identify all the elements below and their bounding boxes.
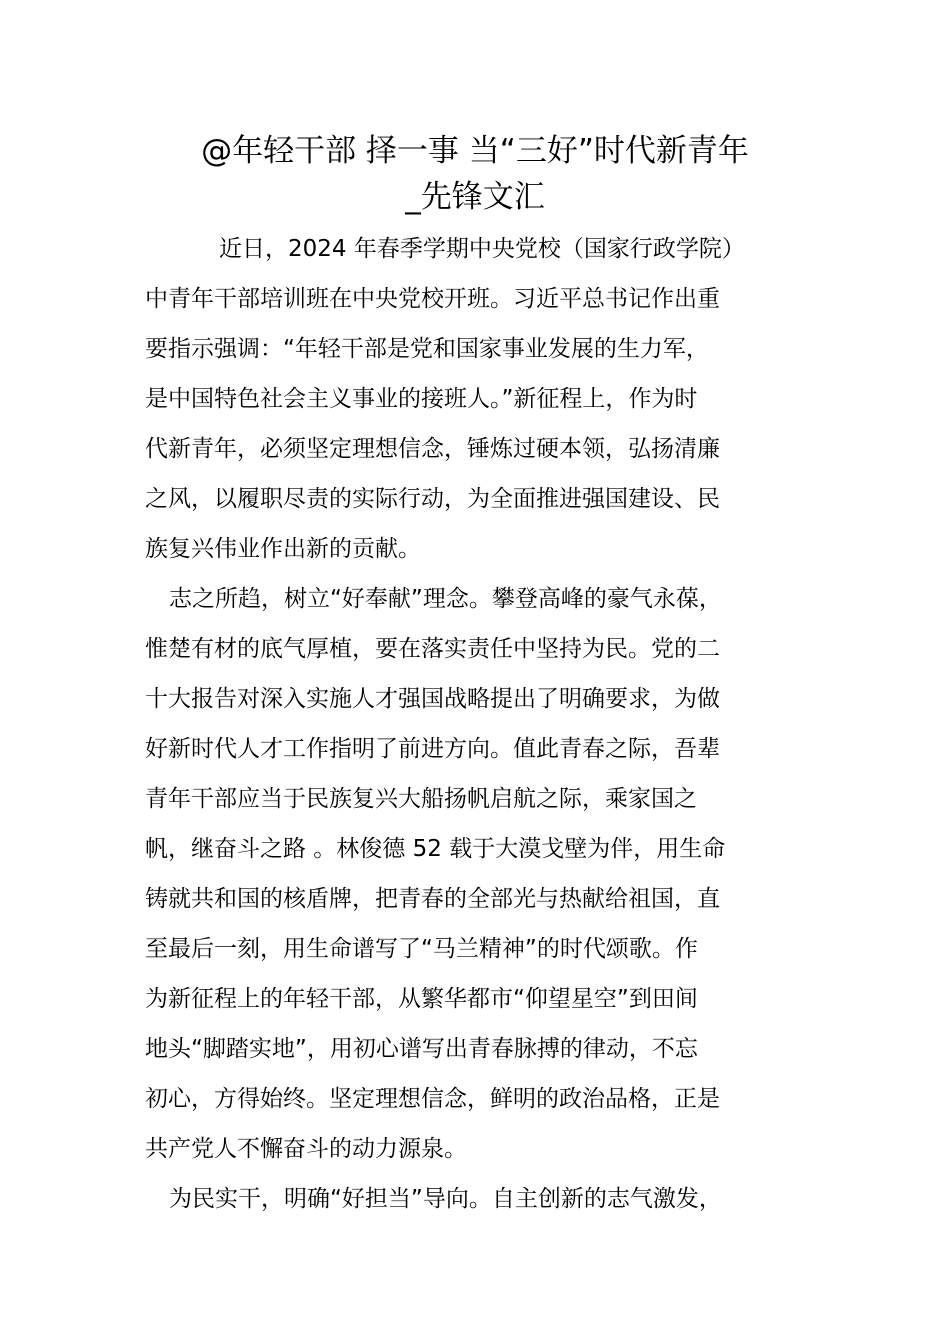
text-line: 共产党人不懈奋斗的动力源泉。 xyxy=(145,1136,467,1162)
title-line-1: @年轻干部 择一事 当“三好”时代新青年 xyxy=(201,133,749,169)
text-line: 至最后一刻，用生命谱写了“马兰精神”的时代颂歌。作 xyxy=(145,936,698,962)
text-line: 代新青年，必须坚定理想信念，锤炼过硬本领，弘扬清廉 xyxy=(145,436,720,462)
text-line: 青年干部应当于民族复兴大船扬帆启航之际，乘家国之 xyxy=(145,786,697,812)
text-line: 为民实干，明确“好担当”导向。自主创新的志气激发， xyxy=(169,1186,722,1212)
text-line: 近日，2024 年春季学期中央党校（国家行政学院） xyxy=(219,236,745,262)
text-line: 好新时代人才工作指明了前进方向。值此青春之际，吾辈 xyxy=(145,736,720,762)
text-line: 中青年干部培训班在中央党校开班。习近平总书记作出重 xyxy=(145,286,720,312)
text-line: 铸就共和国的核盾牌，把青春的全部光与热献给祖国，直 xyxy=(145,886,720,912)
paragraph-2 xyxy=(145,574,815,1174)
document-body xyxy=(145,224,815,1224)
paragraph-1 xyxy=(145,224,815,574)
paragraph-3 xyxy=(145,1174,815,1224)
document-title xyxy=(100,128,850,220)
text-line: 志之所趋，树立“好奉献”理念。攀登高峰的豪气永葆， xyxy=(169,586,722,612)
text-line: 惟楚有材的底气厚植，要在落实责任中坚持为民。党的二 xyxy=(145,636,720,662)
text-line: 地头“脚踏实地”，用初心谱写出青春脉搏的律动，不忘 xyxy=(145,1036,698,1062)
text-line: 为新征程上的年轻干部，从繁华都市“仰望星空”到田间 xyxy=(145,986,698,1012)
title-line-2: _先锋文汇 xyxy=(405,179,545,215)
text-line: 要指示强调：“年轻干部是党和国家事业发展的生力军， xyxy=(145,336,709,362)
text-line: 之风，以履职尽责的实际行动，为全面推进强国建设、民 xyxy=(145,486,720,512)
text-line: 帆，继奋斗之路 。林俊德 52 载于大漠戈壁为伴，用生命 xyxy=(145,836,726,862)
text-line: 初心，方得始终。坚定理想信念，鲜明的政治品格，正是 xyxy=(145,1086,720,1112)
text-line: 十大报告对深入实施人才强国战略提出了明确要求，为做 xyxy=(145,686,720,712)
text-line: 族复兴伟业作出新的贡献。 xyxy=(145,536,421,562)
text-line: 是中国特色社会主义事业的接班人。”新征程上，作为时 xyxy=(145,386,698,412)
